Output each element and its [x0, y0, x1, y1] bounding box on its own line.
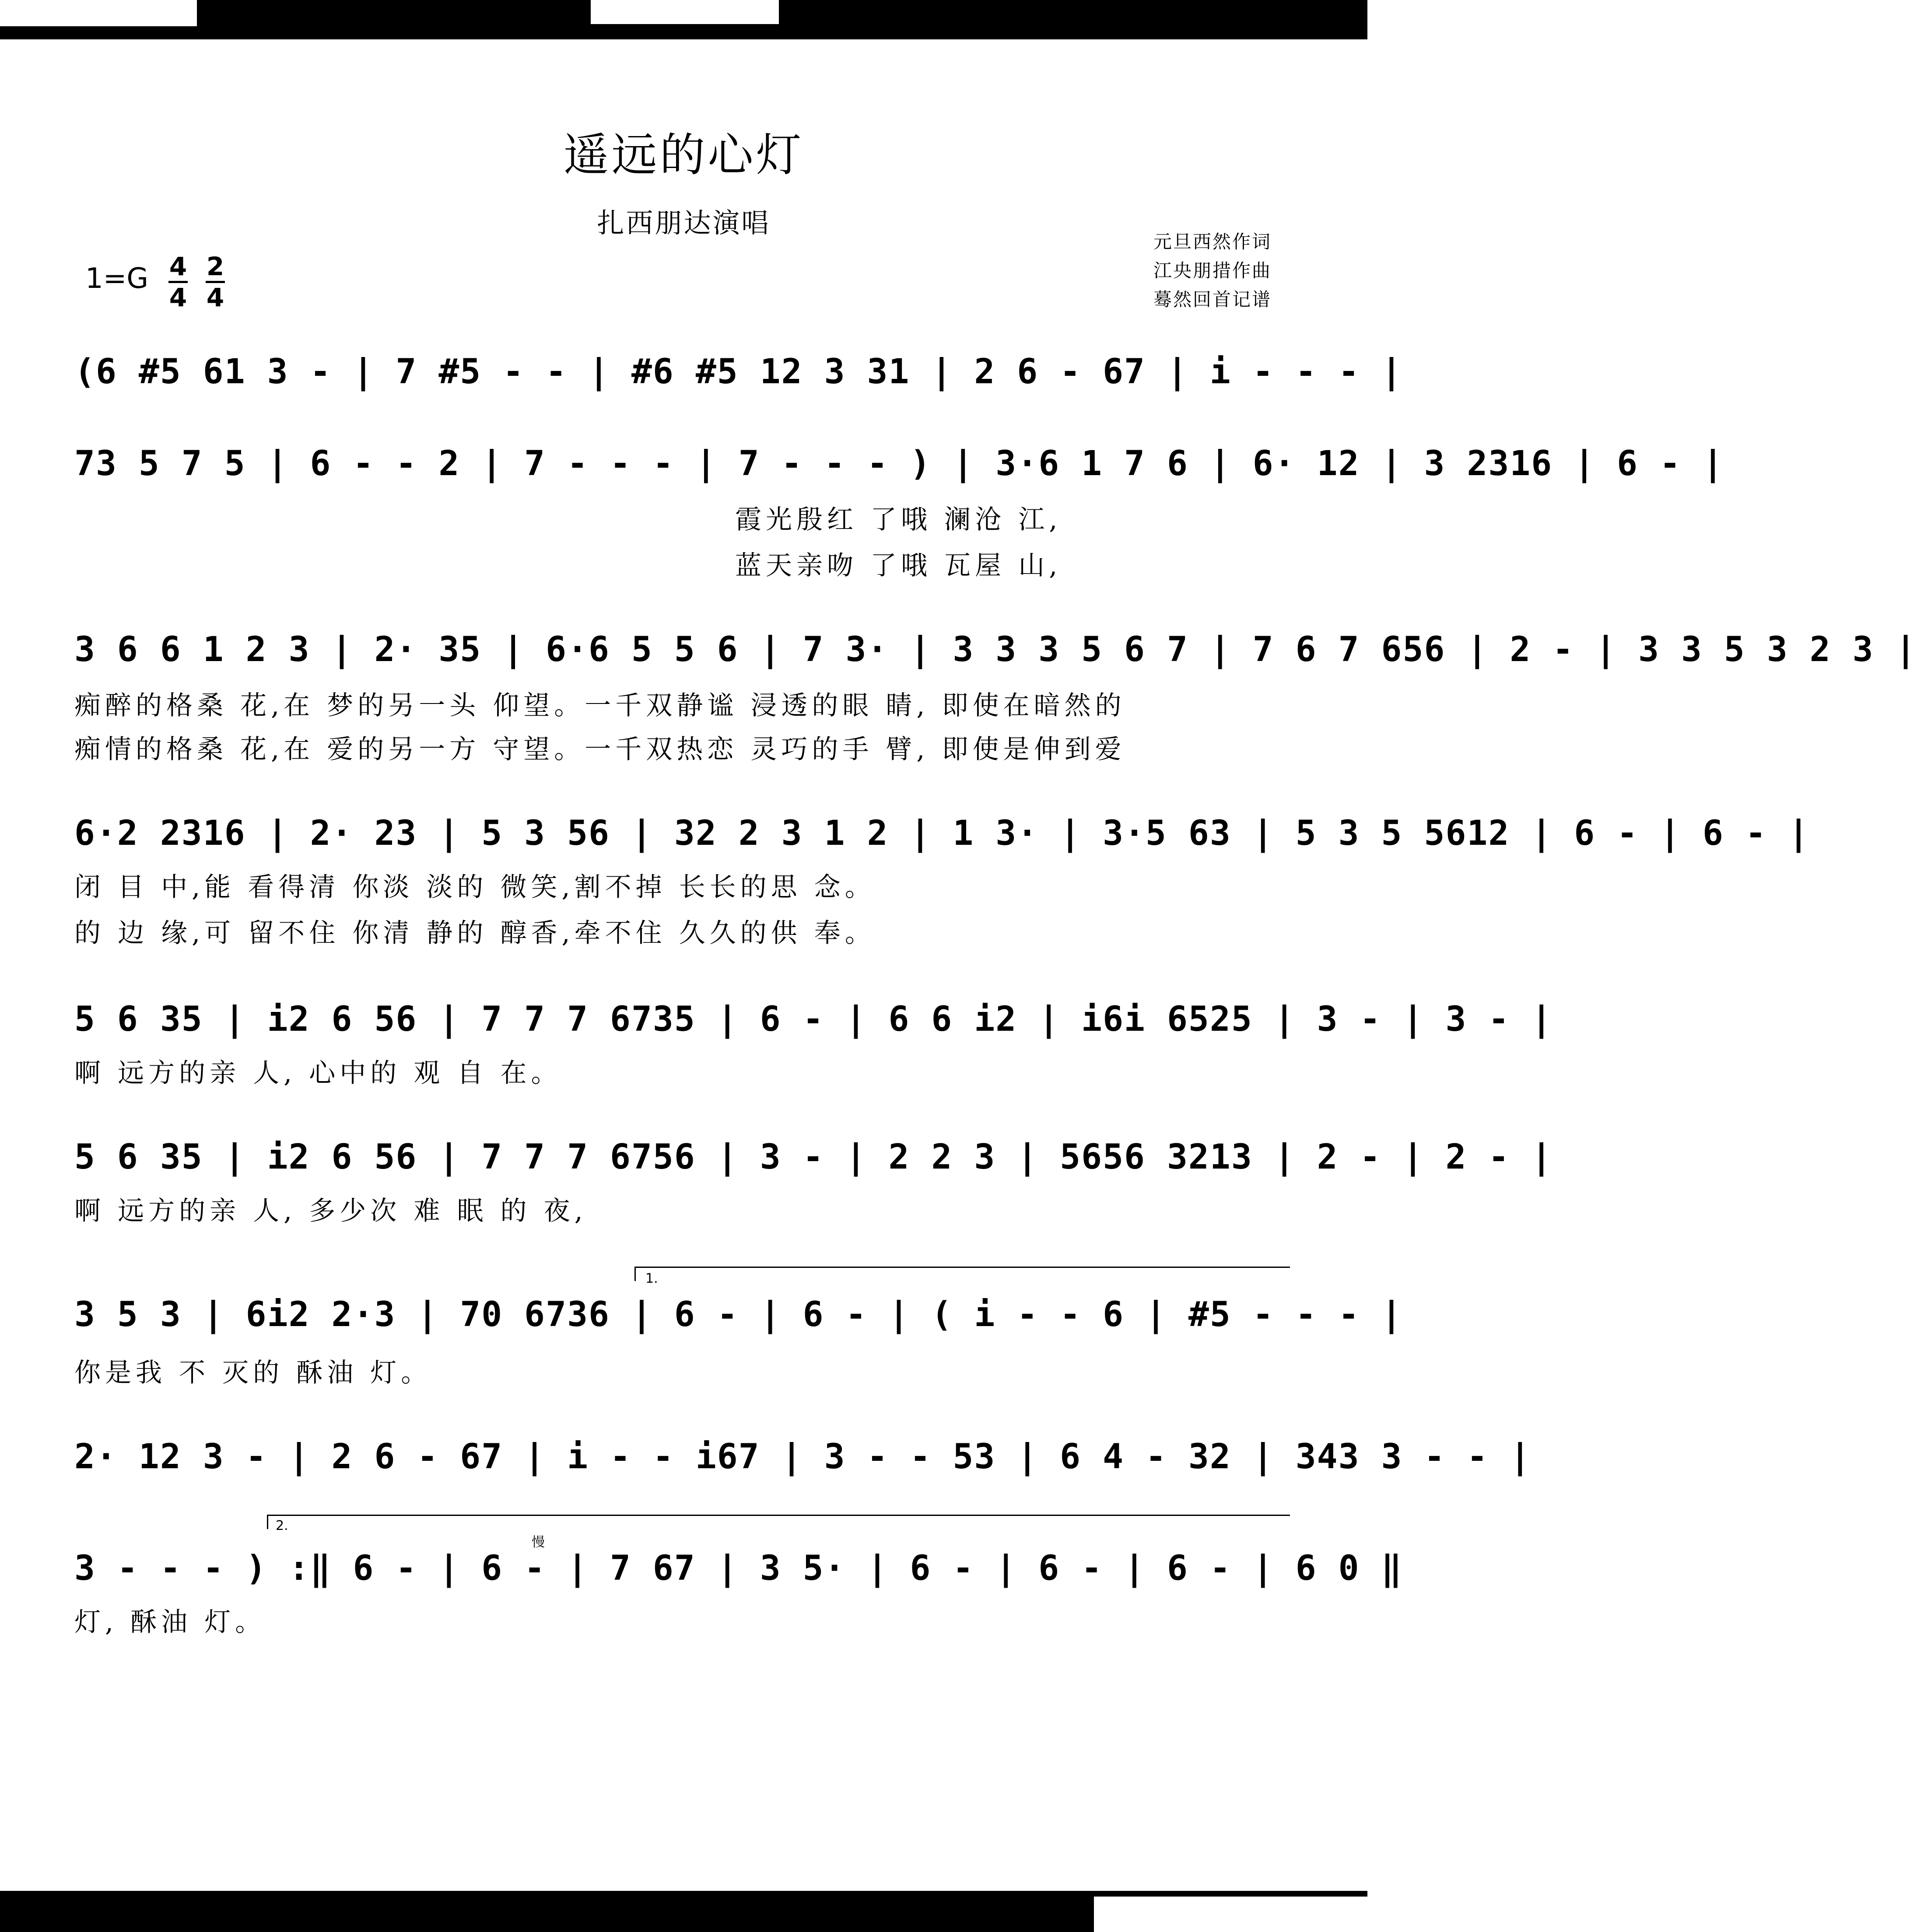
system-3 — [74, 630, 1917, 774]
lyric-verse-1: 灯, 酥油 灯。 — [74, 1607, 266, 1638]
credits — [1153, 228, 1272, 314]
volta-1-label: 1. — [645, 1271, 658, 1286]
system-7 — [74, 1295, 1403, 1388]
volta-2-label: 2. — [276, 1518, 288, 1533]
notation-line: (6 #5 61 3 - | 7 #5 - - | #6 #5 12 3 31 | 2 6 - 67 | i - - - | — [74, 352, 1403, 392]
lyric-verse-1: 啊 远方的亲 人, 心中的 观 自 在。 — [74, 1058, 562, 1088]
top-white-box-left — [0, 0, 197, 26]
transcriber: 蓦然回首记谱 — [1153, 289, 1272, 310]
time-signature-2: 2 4 — [206, 252, 224, 312]
time-signature-1: 4 4 — [169, 252, 187, 312]
volta-2-bracket — [267, 1515, 1290, 1529]
watermark-box — [1094, 1897, 1367, 1932]
system-9 — [74, 1549, 1403, 1645]
lyric-verse-2: 痴情的格桑 花,在 爱的另一方 守望。一千双热恋 灵巧的手 臂, 即使是伸到爱 — [74, 734, 1126, 765]
performer: 扎西朋达演唱 — [597, 207, 771, 239]
system-1 — [74, 352, 1403, 405]
lyric-verse-1: 你是我 不 灭的 酥油 灯。 — [74, 1358, 432, 1388]
lyricist: 元旦西然作词 — [1153, 231, 1272, 252]
lyric-verse-2: 的 边 缘,可 留不住 你清 静的 醇香,牵不住 久久的供 奉。 — [74, 918, 876, 948]
system-5 — [74, 1000, 1553, 1100]
notation-line: 3 5 3 | 6i2 2·3 | 70 6736 | 6 - | 6 - | ( i - - 6 | #5 - - - | — [74, 1295, 1403, 1334]
lyric-verse-1: 闭 目 中,能 看得清 你淡 淡的 微笑,割不掉 长长的思 念。 — [74, 872, 876, 903]
system-8 — [74, 1437, 1531, 1490]
notation-line: 5 6 35 | i2 6 56 | 7 7 7 6756 | 3 - | 2 2 3 | 5656 3213 | 2 - | 2 - | — [74, 1138, 1553, 1177]
system-2 — [74, 444, 1724, 588]
notation-line: 3 - - - ) :‖ 6 - | 6 - | 7 67 | 3 5· | 6 - | 6 - | 6 - | 6 0 ‖ — [74, 1549, 1403, 1588]
tempo-mark: 慢 — [532, 1535, 545, 1550]
notation-line: 5 6 35 | i2 6 56 | 7 7 7 6735 | 6 - | 6 6 i2 | i6i 6525 | 3 - | 3 - | — [74, 1000, 1553, 1039]
notation-line: 2· 12 3 - | 2 6 - 67 | i - - i67 | 3 - - 53 | 6 4 - 32 | 343 3 - - | — [74, 1437, 1531, 1477]
volta-1-bracket — [634, 1267, 1290, 1281]
system-6 — [74, 1138, 1553, 1238]
lyric-verse-1: 啊 远方的亲 人, 多少次 难 眠 的 夜, — [74, 1196, 587, 1226]
notation-line: 73 5 7 5 | 6 - - 2 | 7 - - - | 7 - - - ) | 3·6 1 7 6 | 6· 12 | 3 2316 | 6 - | — [74, 444, 1724, 483]
lyric-verse-2: 蓝天亲吻 了哦 瓦屋 山, — [735, 550, 1062, 581]
lyric-verse-1: 霞光殷红 了哦 澜沧 江, — [735, 504, 1062, 535]
notation-line: 3 6 6 1 2 3 | 2· 35 | 6·6 5 5 6 | 7 3· | 3 3 3 5 6 7 | 7 6 7 656 | 2 - | 3 3 5 3 2 3 | — [74, 630, 1917, 669]
top-white-box-center — [591, 0, 779, 24]
key-signature: 1=G — [85, 262, 148, 295]
notation-line: 6·2 2316 | 2· 23 | 5 3 56 | 32 2 3 1 2 | 1 3· | 3·5 63 | 5 3 5 5612 | 6 - | 6 - | — [74, 814, 1810, 853]
lyric-verse-1: 痴醉的格桑 花,在 梦的另一头 仰望。一千双静谧 浸透的眼 睛, 即使在暗然的 — [74, 690, 1126, 721]
song-title: 遥远的心灯 — [563, 128, 804, 182]
system-4 — [74, 814, 1810, 958]
composer: 江央朋措作曲 — [1153, 260, 1272, 281]
